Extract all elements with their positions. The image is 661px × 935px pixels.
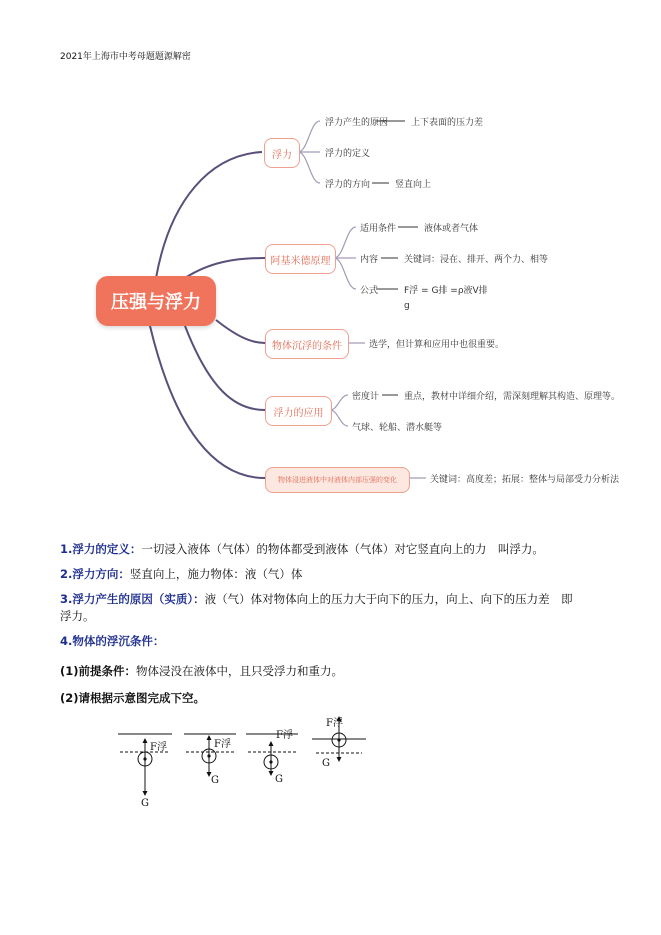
leaf-cause-detail: 上下表面的压力差 bbox=[411, 118, 484, 128]
section-6-title: (2)请根据示意图完成下空。 bbox=[60, 691, 206, 705]
section-4 bbox=[60, 633, 164, 650]
leaf-direction: 浮力的方向 bbox=[325, 180, 371, 190]
branch-archimedes: 阿基米德原理 bbox=[265, 244, 336, 274]
section-5 bbox=[60, 663, 343, 680]
section-3-text: 液（气）体对物体向上的压力大于向下的压力，向上、向下的压力差 即 bbox=[204, 592, 573, 606]
figure-2-f-label: F浮 bbox=[214, 739, 231, 750]
section-1-title: 1.浮力的定义： bbox=[60, 542, 142, 556]
section-6 bbox=[60, 690, 205, 707]
section-3 bbox=[60, 591, 605, 625]
figure-3-g-label: G bbox=[275, 774, 283, 785]
figure-1-g-label: G bbox=[141, 798, 149, 809]
section-5-title: (1)前提条件： bbox=[60, 664, 137, 678]
leaf-definition: 浮力的定义 bbox=[325, 149, 371, 159]
section-3-text-2: 浮力。 bbox=[60, 609, 95, 623]
leaf-direction-detail: 竖直向上 bbox=[395, 180, 432, 190]
section-2-title: 2.浮力方向： bbox=[60, 567, 130, 581]
leaf-condition: 适用条件 bbox=[360, 224, 397, 234]
leaf-formula-g: g bbox=[404, 301, 410, 311]
section-1-text: 一切浸入液体（气体）的物体都受到液体（气体）对它竖直向上的力 叫浮力。 bbox=[141, 542, 544, 556]
figure-3-f-label: F浮 bbox=[276, 730, 293, 741]
branch-sink-float: 物体沉浮的条件 bbox=[265, 329, 349, 359]
section-2-text: 竖直向上，施力物体：液（气）体 bbox=[129, 567, 303, 581]
leaf-content: 内容 bbox=[360, 255, 379, 265]
section-5-text: 物体浸没在液体中，且只受浮力和重力。 bbox=[136, 664, 344, 678]
leaf-cause: 浮力产生的原因 bbox=[325, 118, 389, 128]
branch-buoyancy: 浮力 bbox=[264, 138, 300, 168]
leaf-pressure-note: 关键词：高度差；拓展：整体与局部受力分析法 bbox=[430, 475, 620, 485]
section-4-title: 4.物体的浮沉条件： bbox=[60, 634, 165, 648]
branch-pressure-change: 物体浸进液体中对液体内部压强的变化 bbox=[265, 467, 410, 493]
leaf-balloon: 气球、轮船、潜水艇等 bbox=[352, 423, 443, 433]
mind-map-center: 压强与浮力 bbox=[96, 276, 216, 326]
leaf-hydrometer: 密度计 bbox=[352, 392, 380, 402]
leaf-sink-note: 选学，但计算和应用中也很重要。 bbox=[369, 340, 505, 350]
leaf-formula: 公式 bbox=[360, 286, 379, 296]
leaf-hydrometer-detail: 重点，教材中详细介绍，需深刻理解其构造、原理等。 bbox=[404, 392, 621, 402]
leaf-formula-detail: F浮 = G排 =ρ液V排 bbox=[404, 286, 488, 296]
figure-4-f-label: F浮 bbox=[326, 718, 343, 729]
branch-application: 浮力的应用 bbox=[265, 396, 332, 426]
leaf-condition-detail: 液体或者气体 bbox=[424, 224, 479, 234]
leaf-content-detail: 关键词：浸在、排开、两个力、相等 bbox=[404, 255, 549, 265]
figure-4-g-label: G bbox=[322, 758, 330, 769]
section-3-title: 3.浮力产生的原因（实质）： bbox=[60, 592, 205, 606]
page-header: 2021年上海市中考母题题源解密 bbox=[60, 52, 191, 62]
figure-1-f-label: F浮 bbox=[150, 742, 167, 753]
force-diagram-drawing bbox=[110, 712, 390, 812]
section-2 bbox=[60, 566, 302, 583]
figure-2-g-label: G bbox=[211, 775, 219, 786]
section-1 bbox=[60, 541, 544, 558]
force-diagram bbox=[110, 712, 390, 812]
